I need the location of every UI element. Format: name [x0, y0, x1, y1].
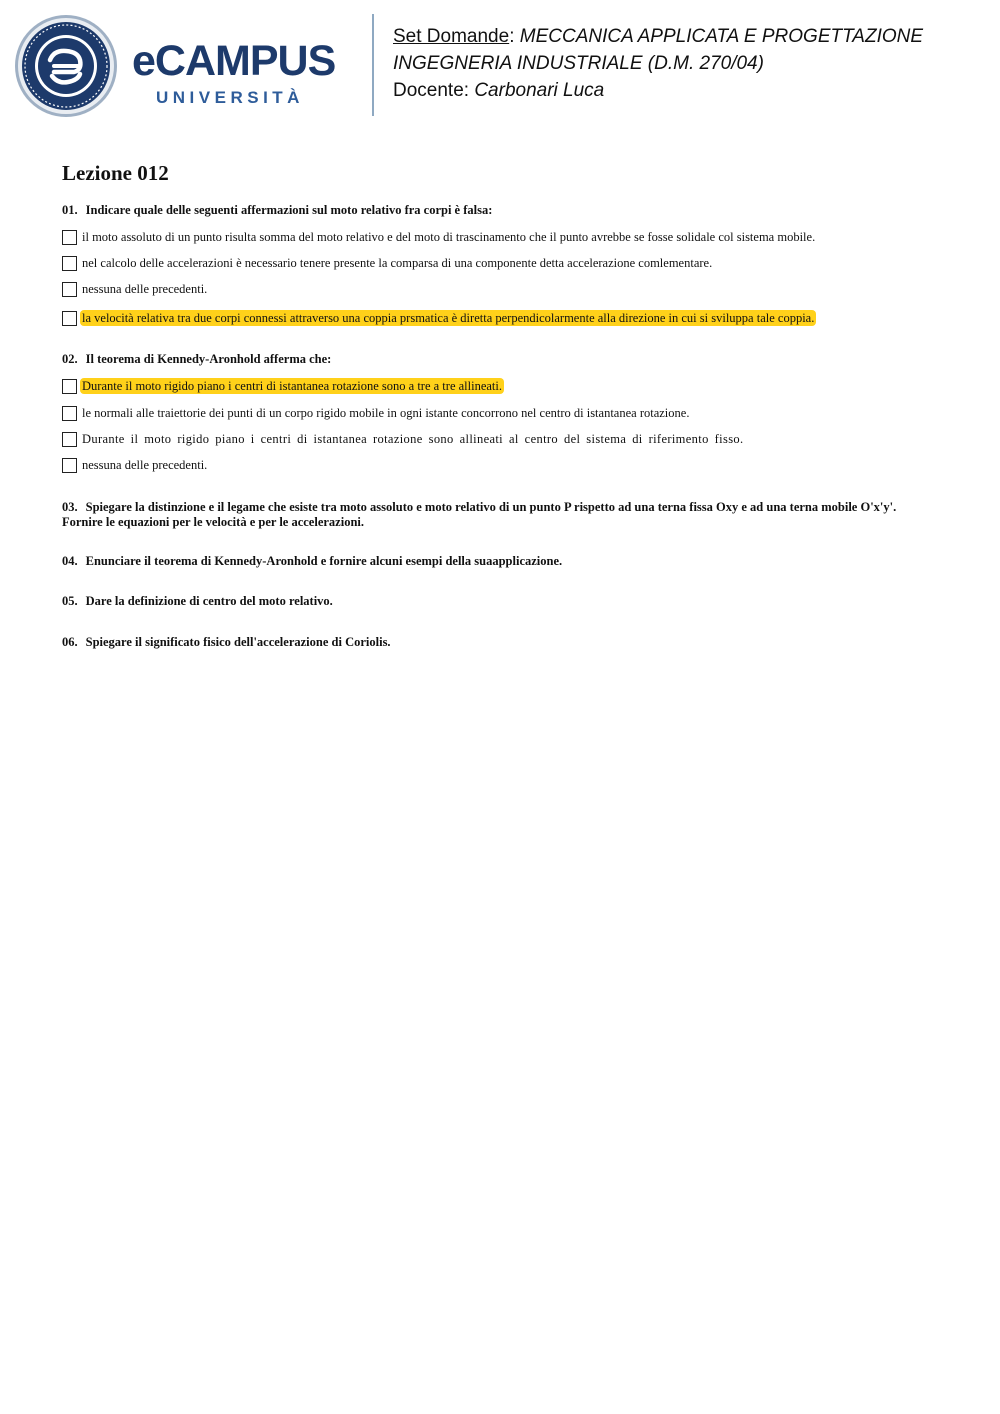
question-01	[62, 203, 942, 328]
question-title	[62, 594, 942, 609]
question-text: Dare la definizione di centro del moto relativo.	[85, 594, 333, 608]
set-label: Set Domande	[393, 26, 510, 47]
answer-checkbox[interactable]	[62, 282, 77, 297]
question-number: 02.	[62, 352, 78, 366]
teacher-label: Docente:	[393, 80, 470, 101]
teacher-name: Carbonari Luca	[474, 80, 605, 101]
question-number: 05.	[62, 594, 78, 608]
answer-checkbox[interactable]	[62, 458, 77, 473]
lesson-content	[62, 160, 942, 650]
answer-option[interactable]	[62, 281, 942, 299]
question-text: Spiegare il significato fisico dell'accelerazione di Coriolis.	[85, 635, 391, 649]
question-number: 04.	[62, 554, 78, 568]
answer-option[interactable]	[62, 457, 942, 475]
question-text: Il teorema di Kennedy-Aronhold afferma che:	[85, 352, 332, 366]
question-03	[62, 500, 942, 530]
answer-option-highlighted[interactable]	[62, 310, 942, 328]
course-title-2: INGEGNERIA INDUSTRIALE (D.M. 270/04)	[393, 53, 764, 74]
question-number: 06.	[62, 635, 78, 649]
brand-wordmark	[132, 38, 358, 112]
question-title	[62, 203, 942, 218]
course-line-1: Set Domande: MECCANICA APPLICATA E PROGETTAZIONE	[393, 26, 924, 47]
question-06	[62, 635, 942, 650]
answer-checkbox[interactable]	[62, 406, 77, 421]
answer-checkbox[interactable]	[62, 256, 77, 271]
answer-option[interactable]	[62, 229, 942, 247]
answer-option-highlighted[interactable]	[62, 378, 942, 396]
brand-subtitle: UNIVERSITÀ	[156, 88, 304, 107]
question-number: 01.	[62, 203, 78, 217]
question-04	[62, 554, 942, 569]
lesson-title: Lezione 012	[62, 161, 169, 185]
course-line-2	[393, 50, 983, 77]
question-number: 03.	[62, 500, 78, 514]
question-text: Enunciare il teorema di Kennedy-Aronhold e fornire alcuni esempi della suaapplicazione.	[85, 554, 563, 568]
question-text: Indicare quale delle seguenti affermazioni sul moto relativo fra corpi è falsa:	[85, 203, 493, 217]
answer-checkbox[interactable]	[62, 230, 77, 245]
question-02	[62, 352, 942, 475]
answer-text: nessuna delle precedenti.	[82, 282, 208, 296]
course-info	[393, 23, 983, 104]
question-text-line-1: Spiegare la distinzione e il legame che esiste tra moto assoluto e moto relativo di un punto P rispetto ad una terna fissa Oxy e ad una terna mobile O'x'y'.	[85, 500, 897, 514]
question-title	[62, 635, 942, 650]
answer-text: nel calcolo delle accelerazioni è necessario tenere presente la comparsa di una componente detta accelerazione comlementare.	[82, 256, 713, 270]
brand-word: eCAMPUS	[132, 37, 336, 85]
question-text-line-2: Fornire le equazioni per le velocità e per le accelerazioni.	[62, 515, 364, 529]
answer-option[interactable]	[62, 405, 942, 423]
answer-text: Durante il moto rigido piano i centri di istantanea rotazione sono allineati al centro del sistema di riferimento fisso.	[82, 432, 744, 446]
answer-checkbox[interactable]	[62, 379, 77, 394]
answer-text: il moto assoluto di un punto risulta somma del moto relativo e del moto di trascinamento che il punto avrebbe se fosse solidale col sistema mobile.	[82, 230, 816, 244]
answer-checkbox[interactable]	[62, 311, 77, 326]
answer-checkbox[interactable]	[62, 432, 77, 447]
question-title	[62, 352, 942, 367]
answer-option[interactable]	[62, 255, 942, 273]
answer-option[interactable]	[62, 431, 942, 449]
header-divider	[372, 14, 374, 116]
course-title-1: MECCANICA APPLICATA E PROGETTAZIONE	[519, 26, 924, 47]
question-title	[62, 554, 942, 569]
answer-text: nessuna delle precedenti.	[82, 458, 208, 472]
university-seal-logo	[14, 14, 118, 118]
answer-text: le normali alle traiettorie dei punti di un corpo rigido mobile in ogni istante concorrono nel centro di istantanea rotazione.	[82, 406, 690, 420]
question-title	[62, 500, 942, 515]
page-header	[0, 0, 1000, 130]
teacher-line	[393, 77, 983, 104]
answer-text-highlighted: Durante il moto rigido piano i centri di istantanea rotazione sono a tre a tre allineati.	[82, 379, 502, 393]
answer-text-highlighted: la velocità relativa tra due corpi connessi attraverso una coppia prsmatica è diretta perpendicolarmente alla direzione in cui si sviluppa tale coppia.	[82, 311, 815, 325]
question-05	[62, 594, 942, 609]
